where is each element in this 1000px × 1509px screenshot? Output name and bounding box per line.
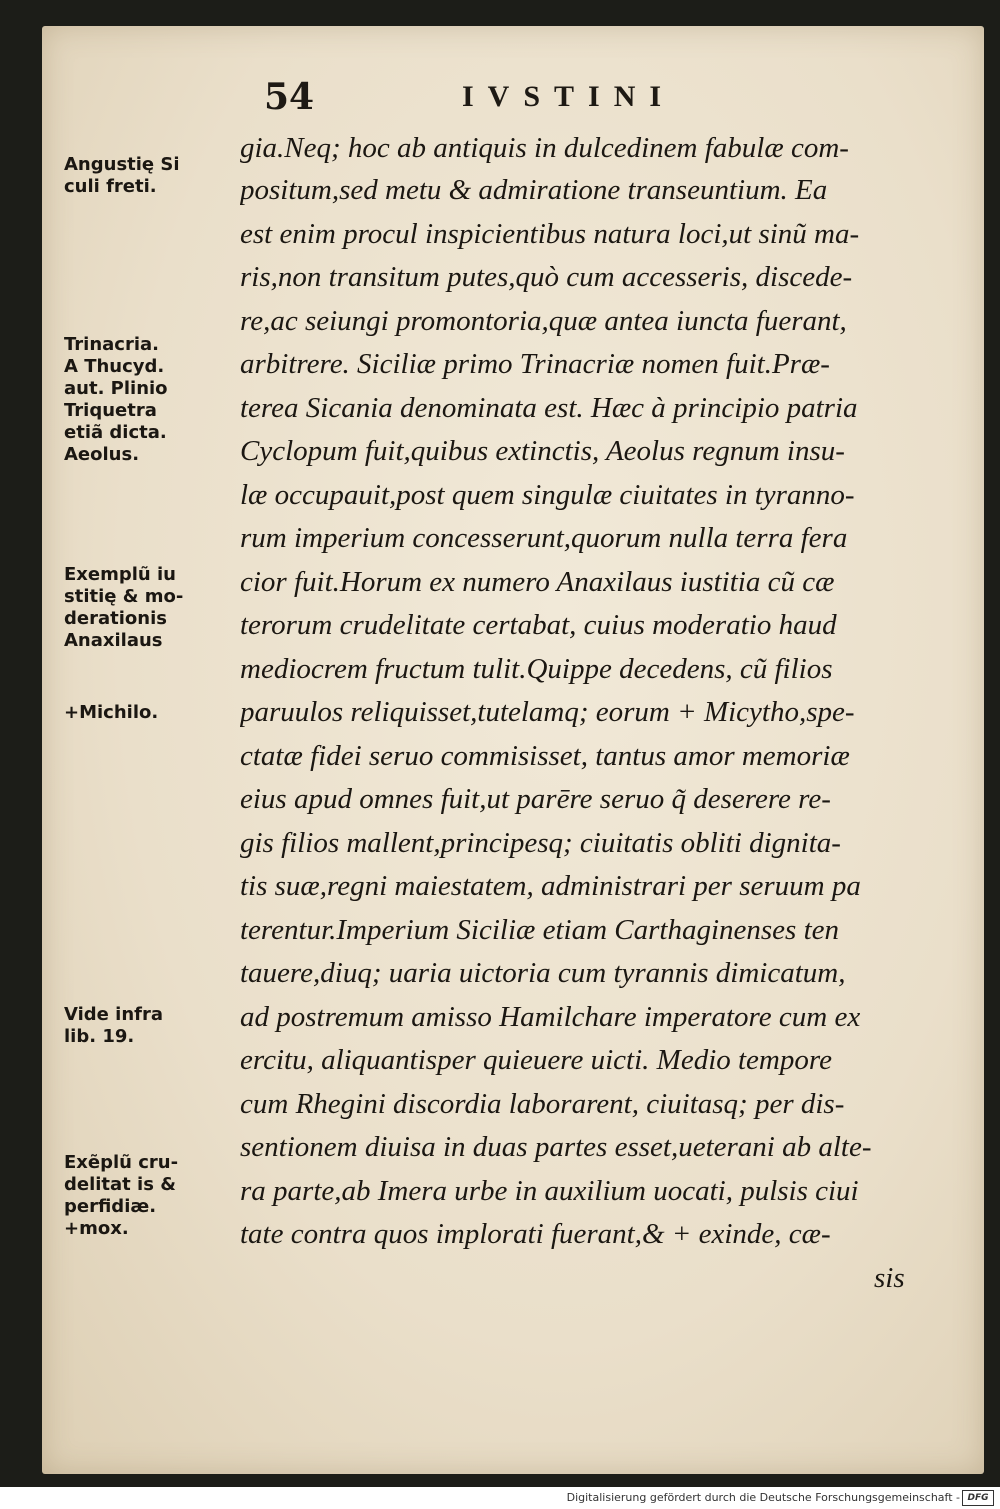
text-line: ris,non transitum putes,quò cum accesseris, discede- (240, 261, 853, 293)
text-line: Cyclopum fuit,quibus extinctis, Aeolus regnum insu- (240, 435, 845, 467)
digitization-footer (0, 1487, 1000, 1509)
text-line: mediocrem fructum tulit.Quippe decedens, cũ filios (240, 653, 833, 685)
side-note: Exemplũ iu stitię & mo- derationis Anaxilaus (64, 564, 184, 651)
page-number: 54 (264, 76, 315, 118)
text-line: est enim procul inspicientibus natura loci,ut sinũ ma- (240, 218, 860, 250)
side-note: +Michilo. (64, 702, 159, 723)
text-line: læ occupauit,post quem singulæ ciuitates in tyranno- (240, 479, 855, 511)
text-line: eius apud omnes fuit,ut parēre seruo q̃ deserere re- (240, 783, 831, 815)
text-line: gia.Neq; hoc ab antiquis in dulcedinem fabulæ com- (240, 132, 849, 164)
side-note: Angustię Si culi freti. (64, 154, 180, 197)
text-line: tis suæ,regni maiestatem, administrari per seruum pa (240, 870, 861, 902)
text-line: cior fuit.Horum ex numero Anaxilaus iustitia cũ cæ (240, 566, 835, 598)
text-line: rum imperium concesserunt,quorum nulla terra fera (240, 522, 848, 554)
text-line: terorum crudelitate certabat, cuius moderatio haud (240, 609, 837, 641)
side-note: Trinacria. A Thucyd. aut. Plinio Triquetra etiã dicta. Aeolus. (64, 334, 168, 465)
text-line: positum,sed metu & admiratione transeuntium. Ea (240, 174, 828, 206)
text-line: paruulos reliquisset,tutelamq; eorum + Micytho,spe- (240, 696, 855, 728)
text-line: terea Sicania denominata est. Hæc à principio patria (240, 392, 858, 424)
text-line: re,ac seiungi promontoria,quæ antea iuncta fuerant, (240, 305, 847, 337)
side-note: Vide infra lib. 19. (64, 1004, 163, 1047)
text-line: arbitrere. Siciliæ primo Trinacriæ nomen fuit.Præ- (240, 348, 830, 380)
catchword: sis (874, 1262, 905, 1294)
running-title: IVSTINI (462, 80, 676, 113)
side-note: Exẽplũ cru- delitat is & perfidiæ. +mox. (64, 1152, 179, 1239)
text-line: ctatæ fidei seruo commisisset, tantus amor memoriæ (240, 740, 850, 772)
text-line: gis filios mallent,principesq; ciuitatis obliti dignita- (240, 827, 841, 859)
text-line: tate contra quos implorati fuerant,& + exinde, cæ- (240, 1218, 831, 1250)
text-line: ercitu, aliquantisper quieuere uicti. Medio tempore (240, 1044, 832, 1076)
book-page (42, 26, 984, 1474)
text-line: cum Rhegini discordia laborarent, ciuitasq; per dis- (240, 1088, 845, 1120)
text-line: ad postremum amisso Hamilchare imperatore cum ex (240, 1001, 861, 1033)
page-header (42, 76, 984, 126)
text-line: sentionem diuisa in duas partes esset,ueterani ab alte- (240, 1131, 872, 1163)
dfg-logo: DFG (962, 1490, 994, 1506)
footer-credit: Digitalisierung gefördert durch die Deutsche Forschungsgemeinschaft - (566, 1491, 960, 1504)
text-line: tauere,diuq; uaria uictoria cum tyrannis dimicatum, (240, 957, 846, 989)
text-line: ra parte,ab Imera urbe in auxilium uocati, pulsis ciui (240, 1175, 859, 1207)
text-line: terentur.Imperium Siciliæ etiam Carthaginenses ten (240, 914, 840, 946)
